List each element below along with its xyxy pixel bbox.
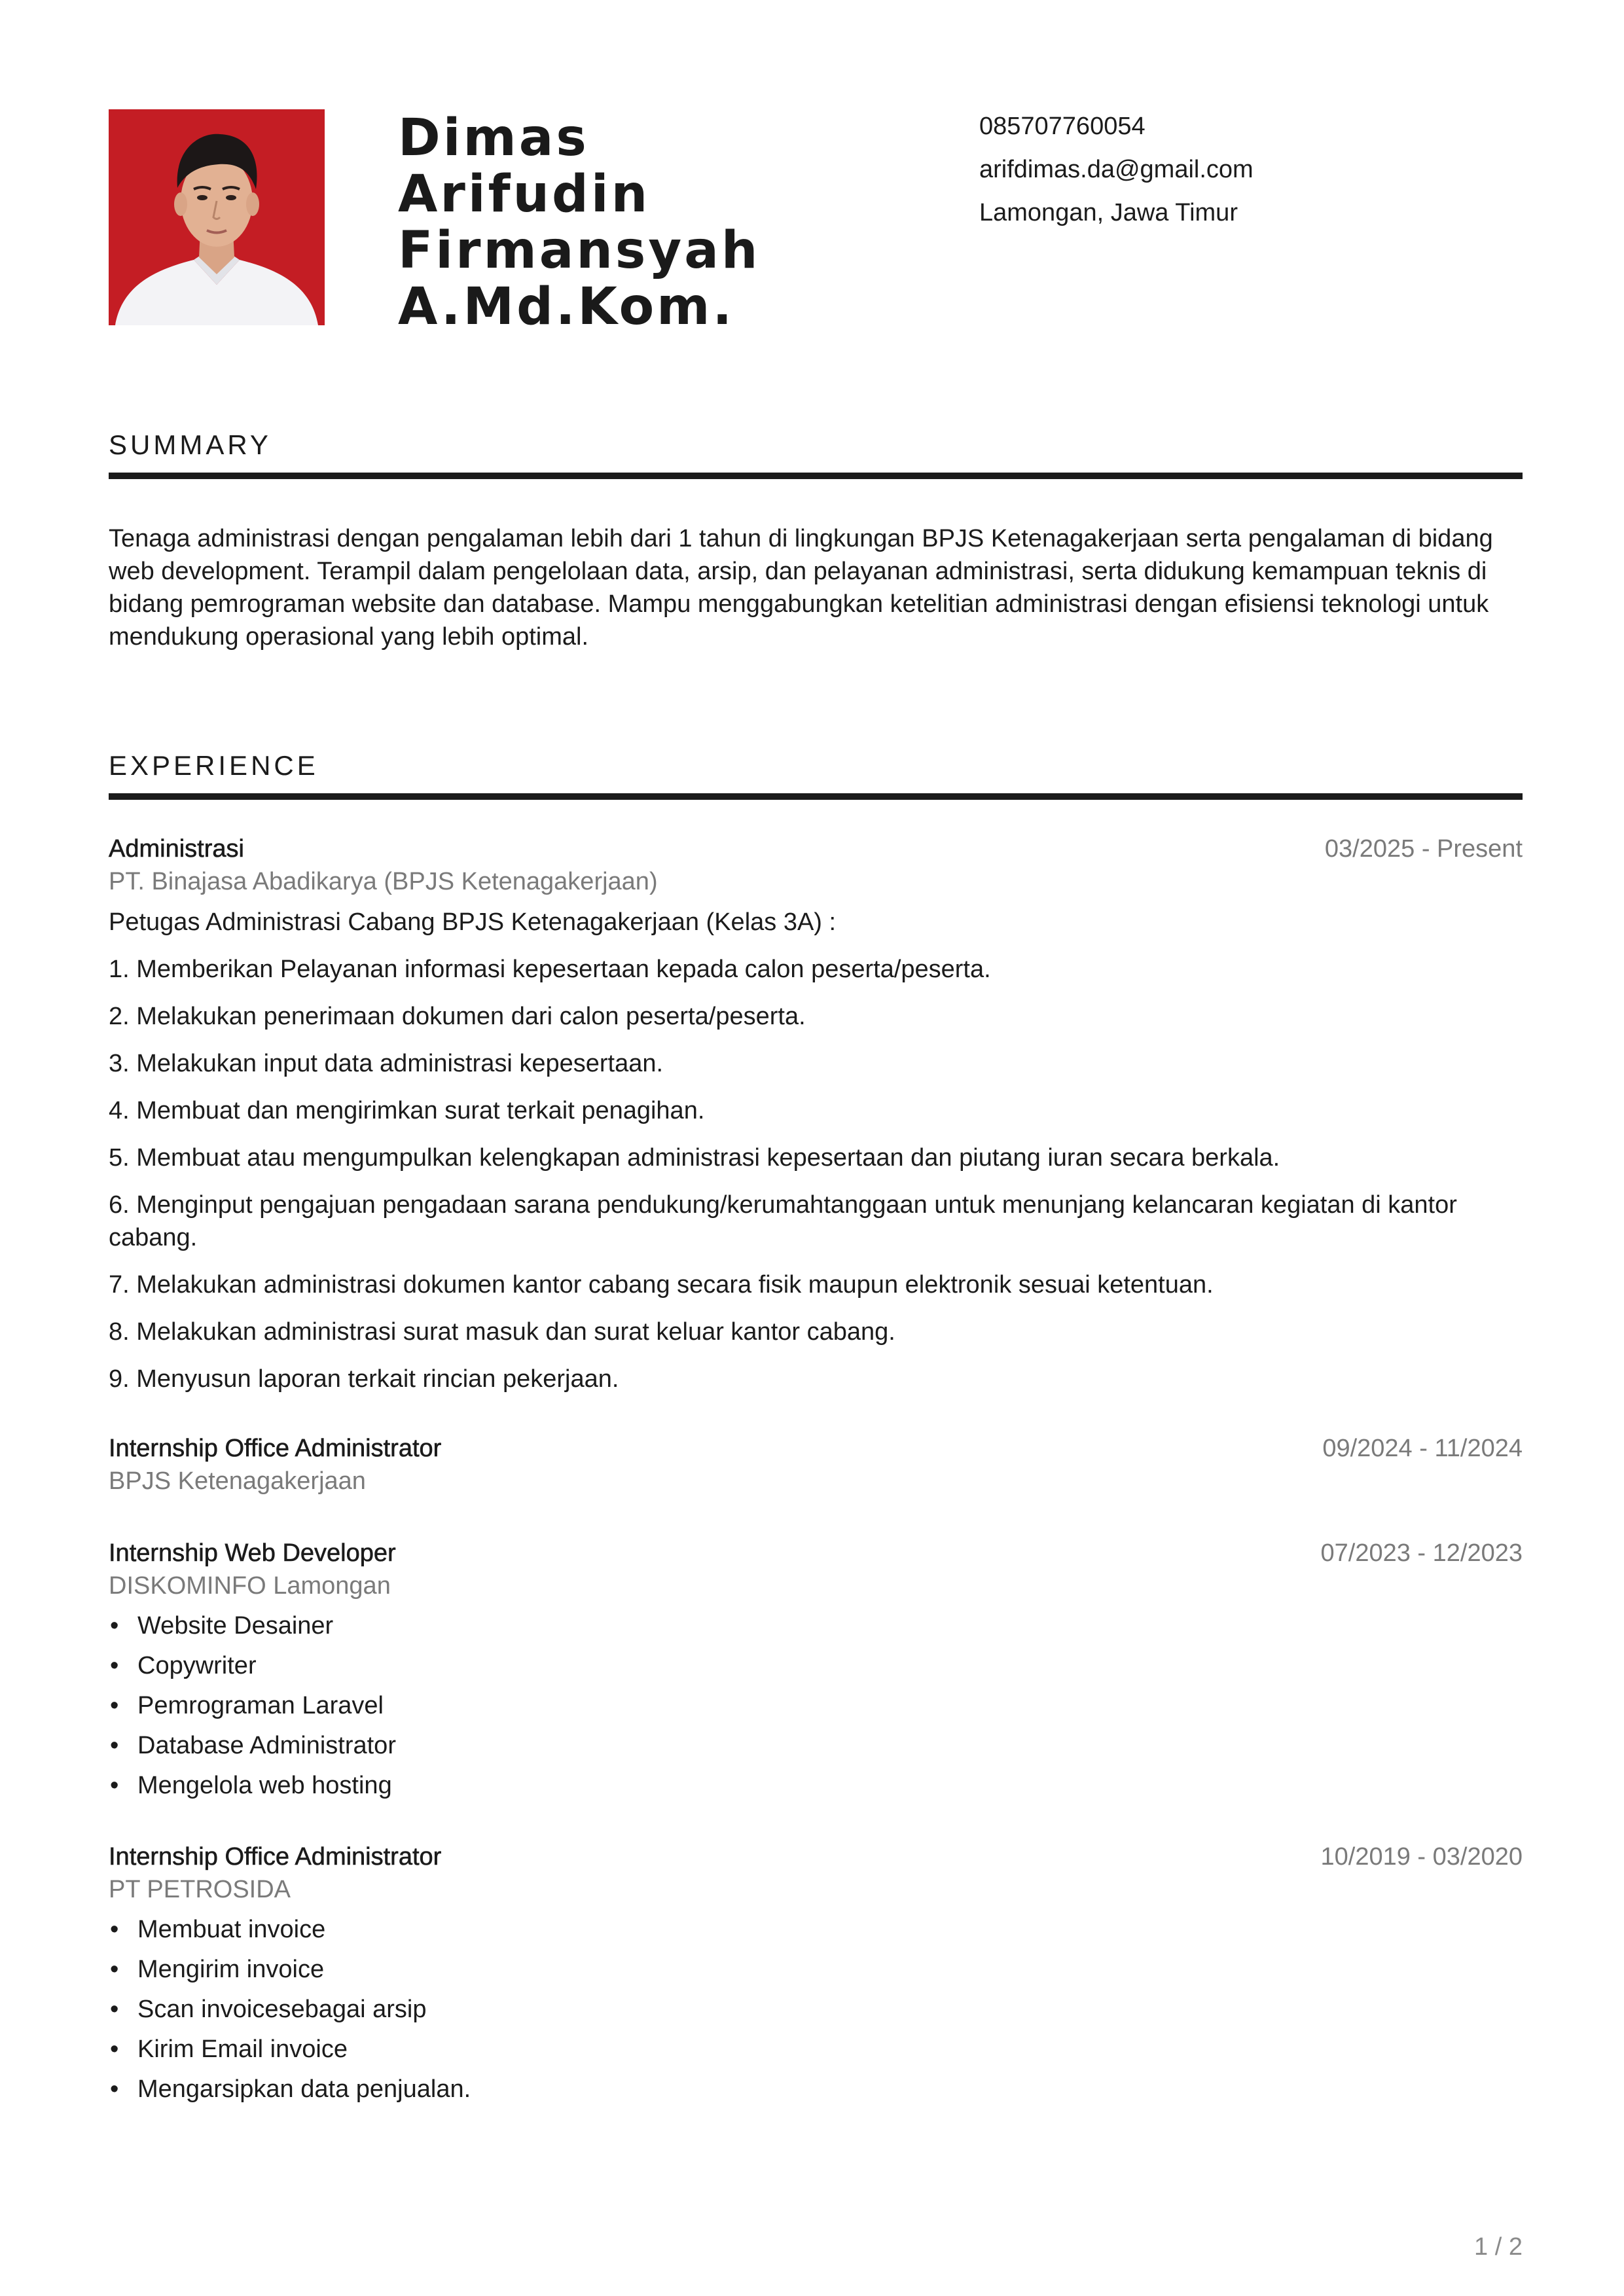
list-item: 7. Melakukan administrasi dokumen kantor cabang secara fisik maupun elektronik sesuai ketentuan. xyxy=(109,1271,1214,1299)
experience-entry xyxy=(109,1537,1523,1802)
profile-photo xyxy=(109,109,325,325)
job-company: PT. Binajasa Abadikarya (BPJS Ketenagakerjaan) xyxy=(109,868,658,895)
job-dates: 03/2025 - Present xyxy=(1324,835,1523,863)
list-item: • Mengirim invoice xyxy=(109,1953,1523,1986)
job-title: Administrasi xyxy=(109,835,244,863)
list-item: 8. Melakukan administrasi surat masuk dan surat keluar kantor cabang. xyxy=(109,1318,895,1346)
location: Lamongan, Jawa Timur xyxy=(979,199,1238,226)
name-line: Arifudin xyxy=(398,165,651,224)
candidate-name xyxy=(398,110,760,335)
job-dates: 07/2023 - 12/2023 xyxy=(1320,1539,1523,1567)
list-item: 4. Membuat dan mengirimkan surat terkait penagihan. xyxy=(109,1097,705,1124)
list-item: 2. Melakukan penerimaan dokumen dari calon peserta/peserta. xyxy=(109,1003,806,1030)
list-item: 9. Menyusun laporan terkait rincian pekerjaan. xyxy=(109,1365,619,1393)
list-item: • Copywriter xyxy=(109,1649,1523,1682)
list-item: • Pemrograman Laravel xyxy=(109,1689,1523,1722)
experience-entry xyxy=(109,1432,1523,1498)
summary-divider xyxy=(109,473,1523,479)
job-title: Internship Office Administrator xyxy=(109,1435,442,1462)
job-company: PT PETROSIDA xyxy=(109,1876,291,1903)
list-item: • Membuat invoice xyxy=(109,1913,1523,1946)
name-line: Dimas xyxy=(398,109,589,168)
list-item: • Website Desainer xyxy=(109,1609,1523,1642)
name-line: Firmansyah xyxy=(398,221,761,280)
job-tasks-list xyxy=(109,1609,1523,1802)
summary-text: Tenaga administrasi dengan pengalaman lebih dari 1 tahun di lingkungan BPJS Ketenagakerjaan serta pengalaman di bidang web development. Terampil dalam pengelolaan data, arsip, dan pelayanan administrasi, serta didukung kemampuan teknis di bidang pemrograman website dan database. Mampu menggabungkan ketelitian administrasi dengan efisiensi teknologi untuk mendukung operasional yang lebih optimal. xyxy=(109,525,1493,651)
page-number: 1 / 2 xyxy=(1474,2233,1523,2261)
job-intro: Petugas Administrasi Cabang BPJS Ketenagakerjaan (Kelas 3A) : xyxy=(109,908,837,936)
job-dates: 10/2019 - 03/2020 xyxy=(1320,1843,1523,1871)
list-item: • Kirim Email invoice xyxy=(109,2033,1523,2066)
job-tasks-list xyxy=(109,1913,1523,2106)
job-title: Internship Office Administrator xyxy=(109,1843,442,1871)
list-item: • Mengarsipkan data penjualan. xyxy=(109,2073,1523,2106)
list-item: • Scan invoicesebagai arsip xyxy=(109,1993,1523,2026)
job-company: DISKOMINFO Lamongan xyxy=(109,1572,391,1600)
list-item: 3. Melakukan input data administrasi kepesertaan. xyxy=(109,1050,664,1077)
list-item: • Database Administrator xyxy=(109,1729,1523,1762)
name-line: A.Md.Kom. xyxy=(398,278,735,336)
list-item: 6. Menginput pengajuan pengadaan sarana pendukung/kerumahtanggaan untuk menunjang kelancaran kegiatan di kantor cabang. xyxy=(109,1191,1457,1251)
list-item: • Mengelola web hosting xyxy=(109,1769,1523,1802)
job-duties-list xyxy=(109,953,1523,1395)
experience-heading: EXPERIENCE xyxy=(109,750,319,781)
job-title: Internship Web Developer xyxy=(109,1539,396,1567)
job-company: BPJS Ketenagakerjaan xyxy=(109,1467,366,1495)
list-item: 5. Membuat atau mengumpulkan kelengkapan administrasi kepesertaan dan piutang iuran secara berkala. xyxy=(109,1144,1280,1172)
experience-divider xyxy=(109,793,1523,800)
experience-entry xyxy=(109,1840,1523,2106)
person-portrait-icon xyxy=(109,109,325,325)
contact-info xyxy=(979,105,1254,234)
experience-entry xyxy=(109,833,1523,1395)
job-dates: 09/2024 - 11/2024 xyxy=(1322,1435,1523,1462)
email-address[interactable]: arifdimas.da@gmail.com xyxy=(979,156,1254,183)
summary-heading: SUMMARY xyxy=(109,429,272,460)
phone-number: 085707760054 xyxy=(979,113,1146,140)
list-item: 1. Memberikan Pelayanan informasi kepesertaan kepada calon peserta/peserta. xyxy=(109,956,991,983)
